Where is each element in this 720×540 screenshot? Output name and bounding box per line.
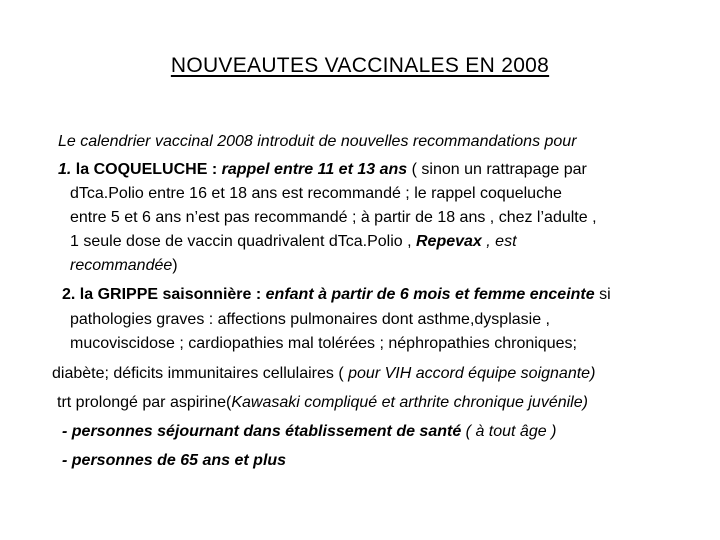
item1-line3: entre 5 et 6 ans n’est pas recommandé ; à partir de 18 ans , chez l’adulte , [70,209,597,226]
intro-line: Le calendrier vaccinal 2008 introduit de nouvelles recommandations pour [58,133,577,150]
item1-line4-text: 1 seule dose de vaccin quadrivalent dTca.Polio , [70,233,416,250]
item2-rest: si [594,286,611,303]
item1-repevax: Repevax [416,233,482,250]
slide-title: NOUVEAUTES VACCINALES EN 2008 [170,54,550,77]
item2-bullet1-age: ( à tout âge ) [461,423,557,440]
item1-detail: rappel entre 11 et 13 ans [221,161,408,178]
item2-vih: pour VIH accord équipe soignante) [348,365,596,382]
item2-line3: mucoviscidose ; cardiopathies mal tolérées ; néphropathies chroniques; [70,335,577,352]
item2-line2: pathologies graves : affections pulmonaires dont asthme,dysplasie , [70,311,550,328]
item1-line4-italic: , est [481,233,517,250]
item2-line4-text: diabète; déficits immunitaires cellulaires ( [52,365,349,382]
item1-rest: ( sinon un rattrapage par [407,161,587,178]
item1-number: 1. [58,161,76,178]
item2-bullet1-text: - personnes séjournant dans établissement de santé [62,423,462,440]
item2-kawasaki: Kawasaki compliqué et arthrite chronique juvénile) [231,394,588,411]
item1-line5 [70,256,178,276]
item1-line2: dTca.Polio entre 16 et 18 ans est recommandé ; le rappel coqueluche [70,185,562,202]
item1-line4 [70,232,517,252]
item2-line5 [57,393,588,413]
item1-recommandee: recommandée [70,257,173,274]
item2-heading: la GRIPPE saisonnière : [79,286,266,303]
item1-heading: la COQUELUCHE : [75,161,222,178]
item2-line4 [52,364,595,384]
item2-bullet1 [62,422,556,442]
item1-close-paren: ) [172,257,178,274]
item1-line1 [58,160,587,180]
item2-line5-text: trt prolongé par aspirine( [57,394,232,411]
item2-line1 [62,285,611,305]
item2-bullet2: - personnes de 65 ans et plus [62,452,287,469]
item2-number: 2. [62,286,80,303]
item2-detail: enfant à partir de 6 mois et femme enceinte [265,286,595,303]
